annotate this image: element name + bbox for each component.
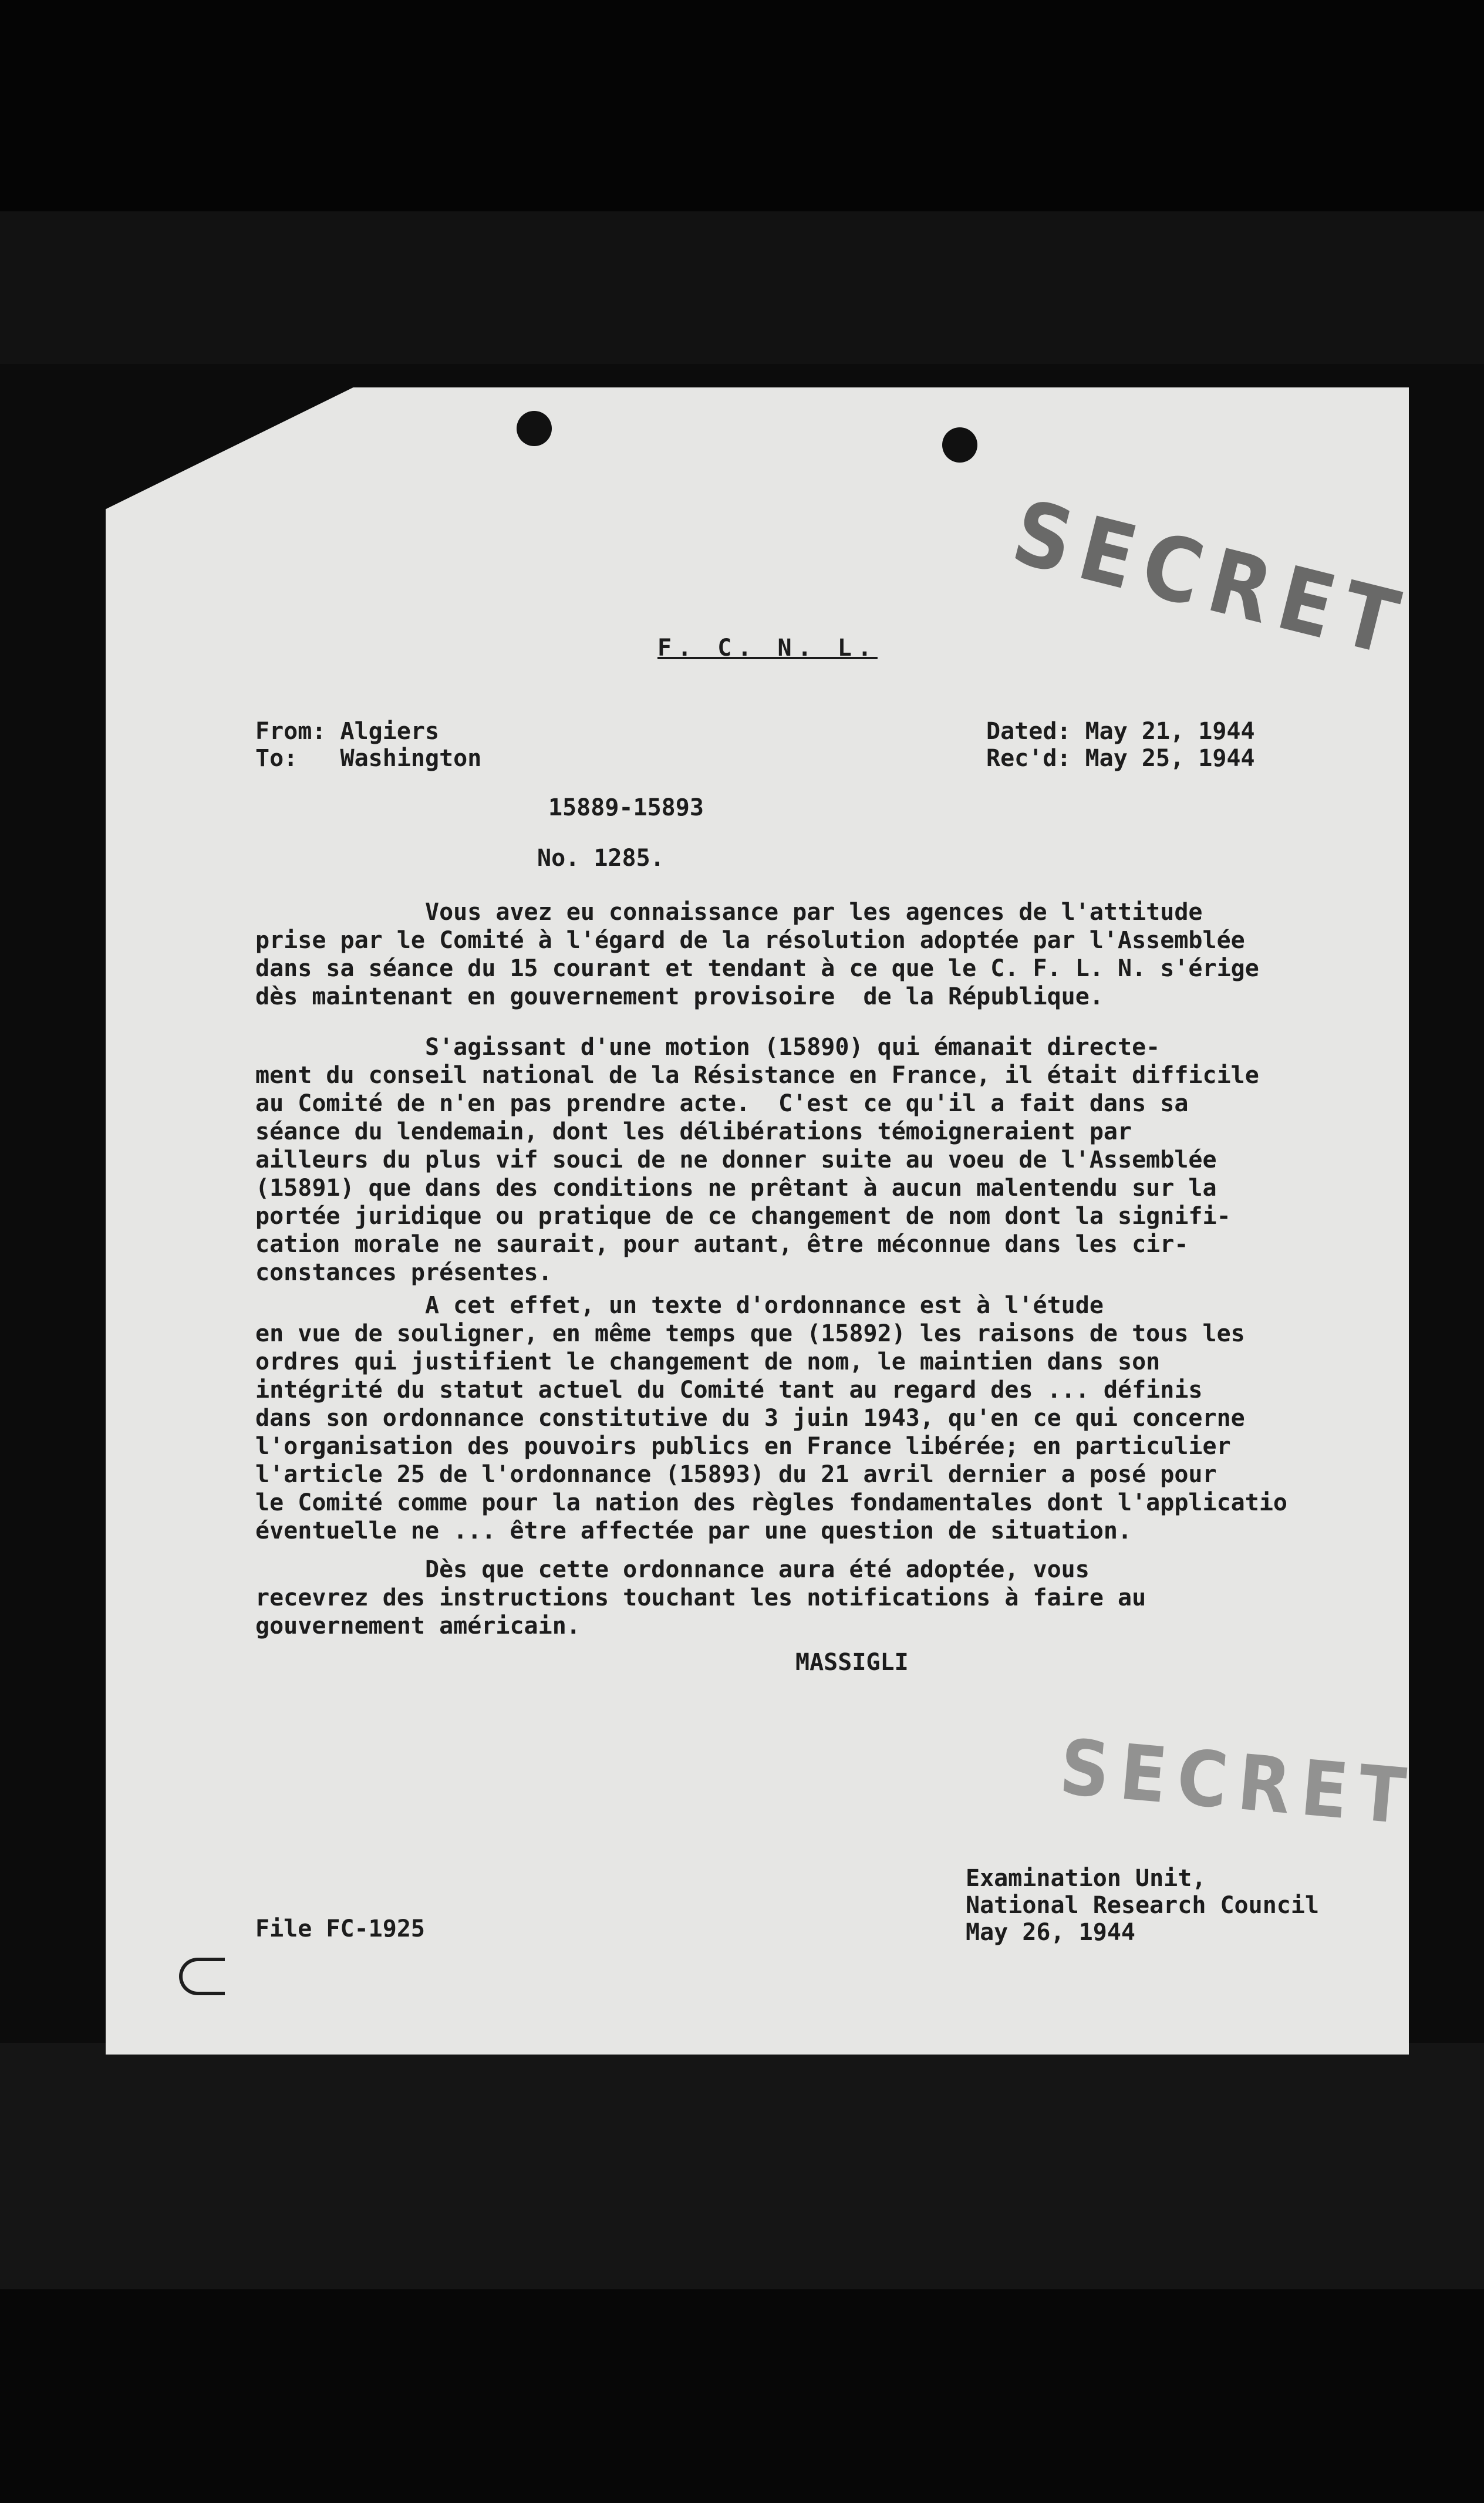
from-line: From: Algiers (255, 718, 440, 745)
examination-unit-line: Examination Unit, (966, 1865, 1206, 1892)
dated-line: Dated: May 21, 1944 (986, 718, 1255, 745)
examination-date-line: May 26, 1944 (966, 1919, 1135, 1946)
film-border-lower (0, 2043, 1484, 2289)
secret-stamp-top: SECRET (1003, 481, 1418, 678)
secret-stamp-bottom: SECRET (1056, 1722, 1420, 1843)
punch-hole-left (517, 411, 552, 446)
film-border-top (0, 0, 1484, 211)
paragraph-3: A cet effet, un texte d'ordonnance est à l'étude en vue de souligner, en même temps que (15892) les raisons de tous les ordres qui justifient le changement de nom, le maintien dans son intégrité du statut actuel du Comité tant au regard des ... définis dans son ordonnance constitutive du 3 juin 1943, qu'en ce qui concerne l'organisation des pouvoirs publics en France libérée; en particulier l'article 25 de l'ordonnance (15893) du 21 avril dernier a posé pour le Comité comme pour la nation des règles fondamentales dont l'applicatio éventuelle ne ... être affectée par une question de situation. (255, 1292, 1287, 1544)
signature: MASSIGLI (795, 1649, 909, 1676)
paragraph-4: Dès que cette ordonnance aura été adoptée, vous recevrez des instructions touchant les notifications à faire au gouvernement américain. (255, 1556, 1146, 1640)
handwritten-mark (179, 1958, 225, 1995)
document-heading: F. C. N. L. (657, 635, 878, 662)
film-border-middle (0, 211, 1484, 364)
research-council-line: National Research Council (966, 1892, 1320, 1919)
received-line: Rec'd: May 25, 1944 (986, 745, 1255, 772)
to-line: To: Washington (255, 745, 482, 772)
paragraph-2: S'agissant d'une motion (15890) qui émanait directe- ment du conseil national de la Résistance en France, il était difficile au Comité de n'en pas prendre acte. C'est ce qu'il a fait dans sa séance du lendemain, dont les délibérations témoigneraient par ailleurs du plus vif souci de ne donner suite au voeu de l'Assemblée (15891) que dans des conditions ne prêtant à aucun malentendu sur la portée juridique ou pratique de ce changement de nom dont la signifi- cation morale ne saurait, pour autant, être méconnue dans les cir- constances présentes. (255, 1034, 1259, 1286)
film-border-bottom (0, 2289, 1484, 2503)
punch-hole-right (942, 427, 977, 463)
message-number: No. 1285. (537, 845, 665, 872)
file-reference: File FC-1925 (255, 1915, 425, 1942)
paragraph-1: Vous avez eu connaissance par les agences de l'attitude prise par le Comité à l'égard de la résolution adoptée par l'Assemblée dans sa séance du 15 courant et tendant à ce que le C. F. L. N. s'érige dès maintenant en gouvernement provisoire de la République. (255, 899, 1259, 1010)
group-numbers: 15889-15893 (548, 794, 704, 821)
